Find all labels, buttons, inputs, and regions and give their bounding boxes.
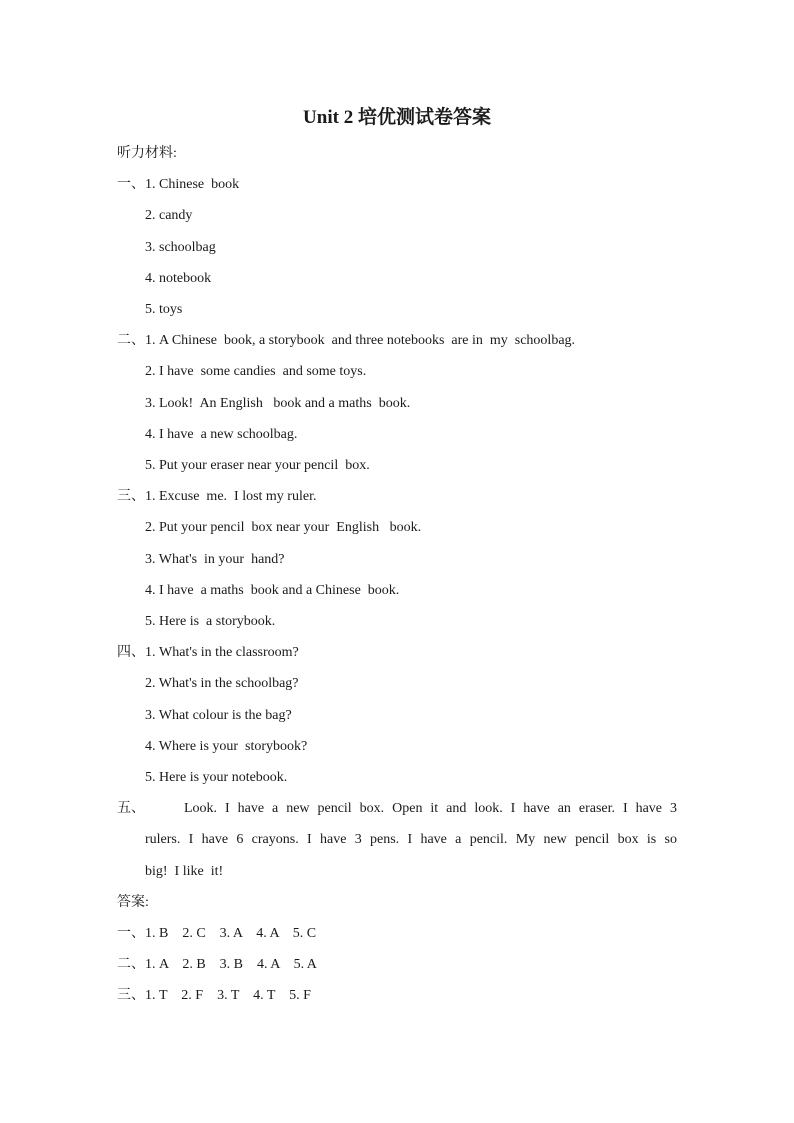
section-1-item-5: 5. toys bbox=[145, 302, 183, 317]
answers-label: 答案: bbox=[117, 895, 149, 910]
listening-label: 听力材料: bbox=[117, 146, 177, 161]
answer-row-3 bbox=[117, 986, 311, 1006]
section-3-number: 三、 bbox=[117, 489, 145, 504]
page-title: Unit 2 培优测试卷答案 bbox=[303, 107, 491, 128]
section-3-item-5: 5. Here is a storybook. bbox=[145, 614, 276, 629]
section-5-number: 五、 bbox=[117, 801, 145, 816]
answer-row-1 bbox=[117, 924, 316, 944]
section-2-item-1: 1. A Chinese book, a storybook and three notebooks are in my schoolbag. bbox=[145, 333, 576, 348]
answer-row-3-number: 三、 bbox=[117, 988, 145, 1003]
answer-row-3-text: 1. T 2. F 3. T 4. T 5. F bbox=[145, 988, 311, 1003]
section-5-line-3: big! I like it! bbox=[145, 864, 224, 879]
section-1-item-4: 4. notebook bbox=[145, 271, 212, 286]
section-2-item-2: 2. I have some candies and some toys. bbox=[145, 364, 367, 379]
section-3-item-1: 1. Excuse me. I lost my ruler. bbox=[145, 489, 317, 504]
answer-row-2-text: 1. A 2. B 3. B 4. A 5. A bbox=[145, 957, 317, 972]
section-1-item-1: 1. Chinese book bbox=[145, 177, 240, 192]
section-4-number: 四、 bbox=[117, 645, 145, 660]
section-2-line-1 bbox=[117, 331, 575, 351]
section-4-item-2: 2. What's in the schoolbag? bbox=[145, 676, 299, 691]
section-2-number: 二、 bbox=[117, 333, 145, 348]
section-1-line-1 bbox=[117, 175, 239, 195]
section-4-item-3: 3. What colour is the bag? bbox=[145, 708, 292, 723]
section-4-item-1: 1. What's in the classroom? bbox=[145, 645, 299, 660]
answer-row-1-text: 1. B 2. C 3. A 4. A 5. C bbox=[145, 926, 317, 941]
section-1-item-3: 3. schoolbag bbox=[145, 240, 216, 255]
answer-row-1-number: 一、 bbox=[117, 926, 145, 941]
section-2-item-3: 3. Look! An English book and a maths book. bbox=[145, 396, 411, 411]
section-5-line-1: Look. I have a new pencil box. Open it and look. I have an eraser. I have 3 bbox=[184, 801, 677, 816]
section-3-line-1 bbox=[117, 487, 316, 507]
section-1-number: 一、 bbox=[117, 177, 145, 192]
section-4-item-4: 4. Where is your storybook? bbox=[145, 739, 308, 754]
section-4-line-1 bbox=[117, 643, 299, 663]
section-3-item-4: 4. I have a maths book and a Chinese book. bbox=[145, 583, 400, 598]
section-5-line-2: rulers. I have 6 crayons. I have 3 pens. I have a pencil. My new pencil box is so bbox=[145, 832, 677, 847]
section-2-item-5: 5. Put your eraser near your pencil box. bbox=[145, 458, 370, 473]
answer-row-2 bbox=[117, 955, 317, 975]
section-1-item-2: 2. candy bbox=[145, 208, 193, 223]
answer-row-2-number: 二、 bbox=[117, 957, 145, 972]
section-3-item-3: 3. What's in your hand? bbox=[145, 552, 285, 567]
section-4-item-5: 5. Here is your notebook. bbox=[145, 770, 288, 785]
section-3-item-2: 2. Put your pencil box near your English book. bbox=[145, 520, 422, 535]
section-2-item-4: 4. I have a new schoolbag. bbox=[145, 427, 298, 442]
